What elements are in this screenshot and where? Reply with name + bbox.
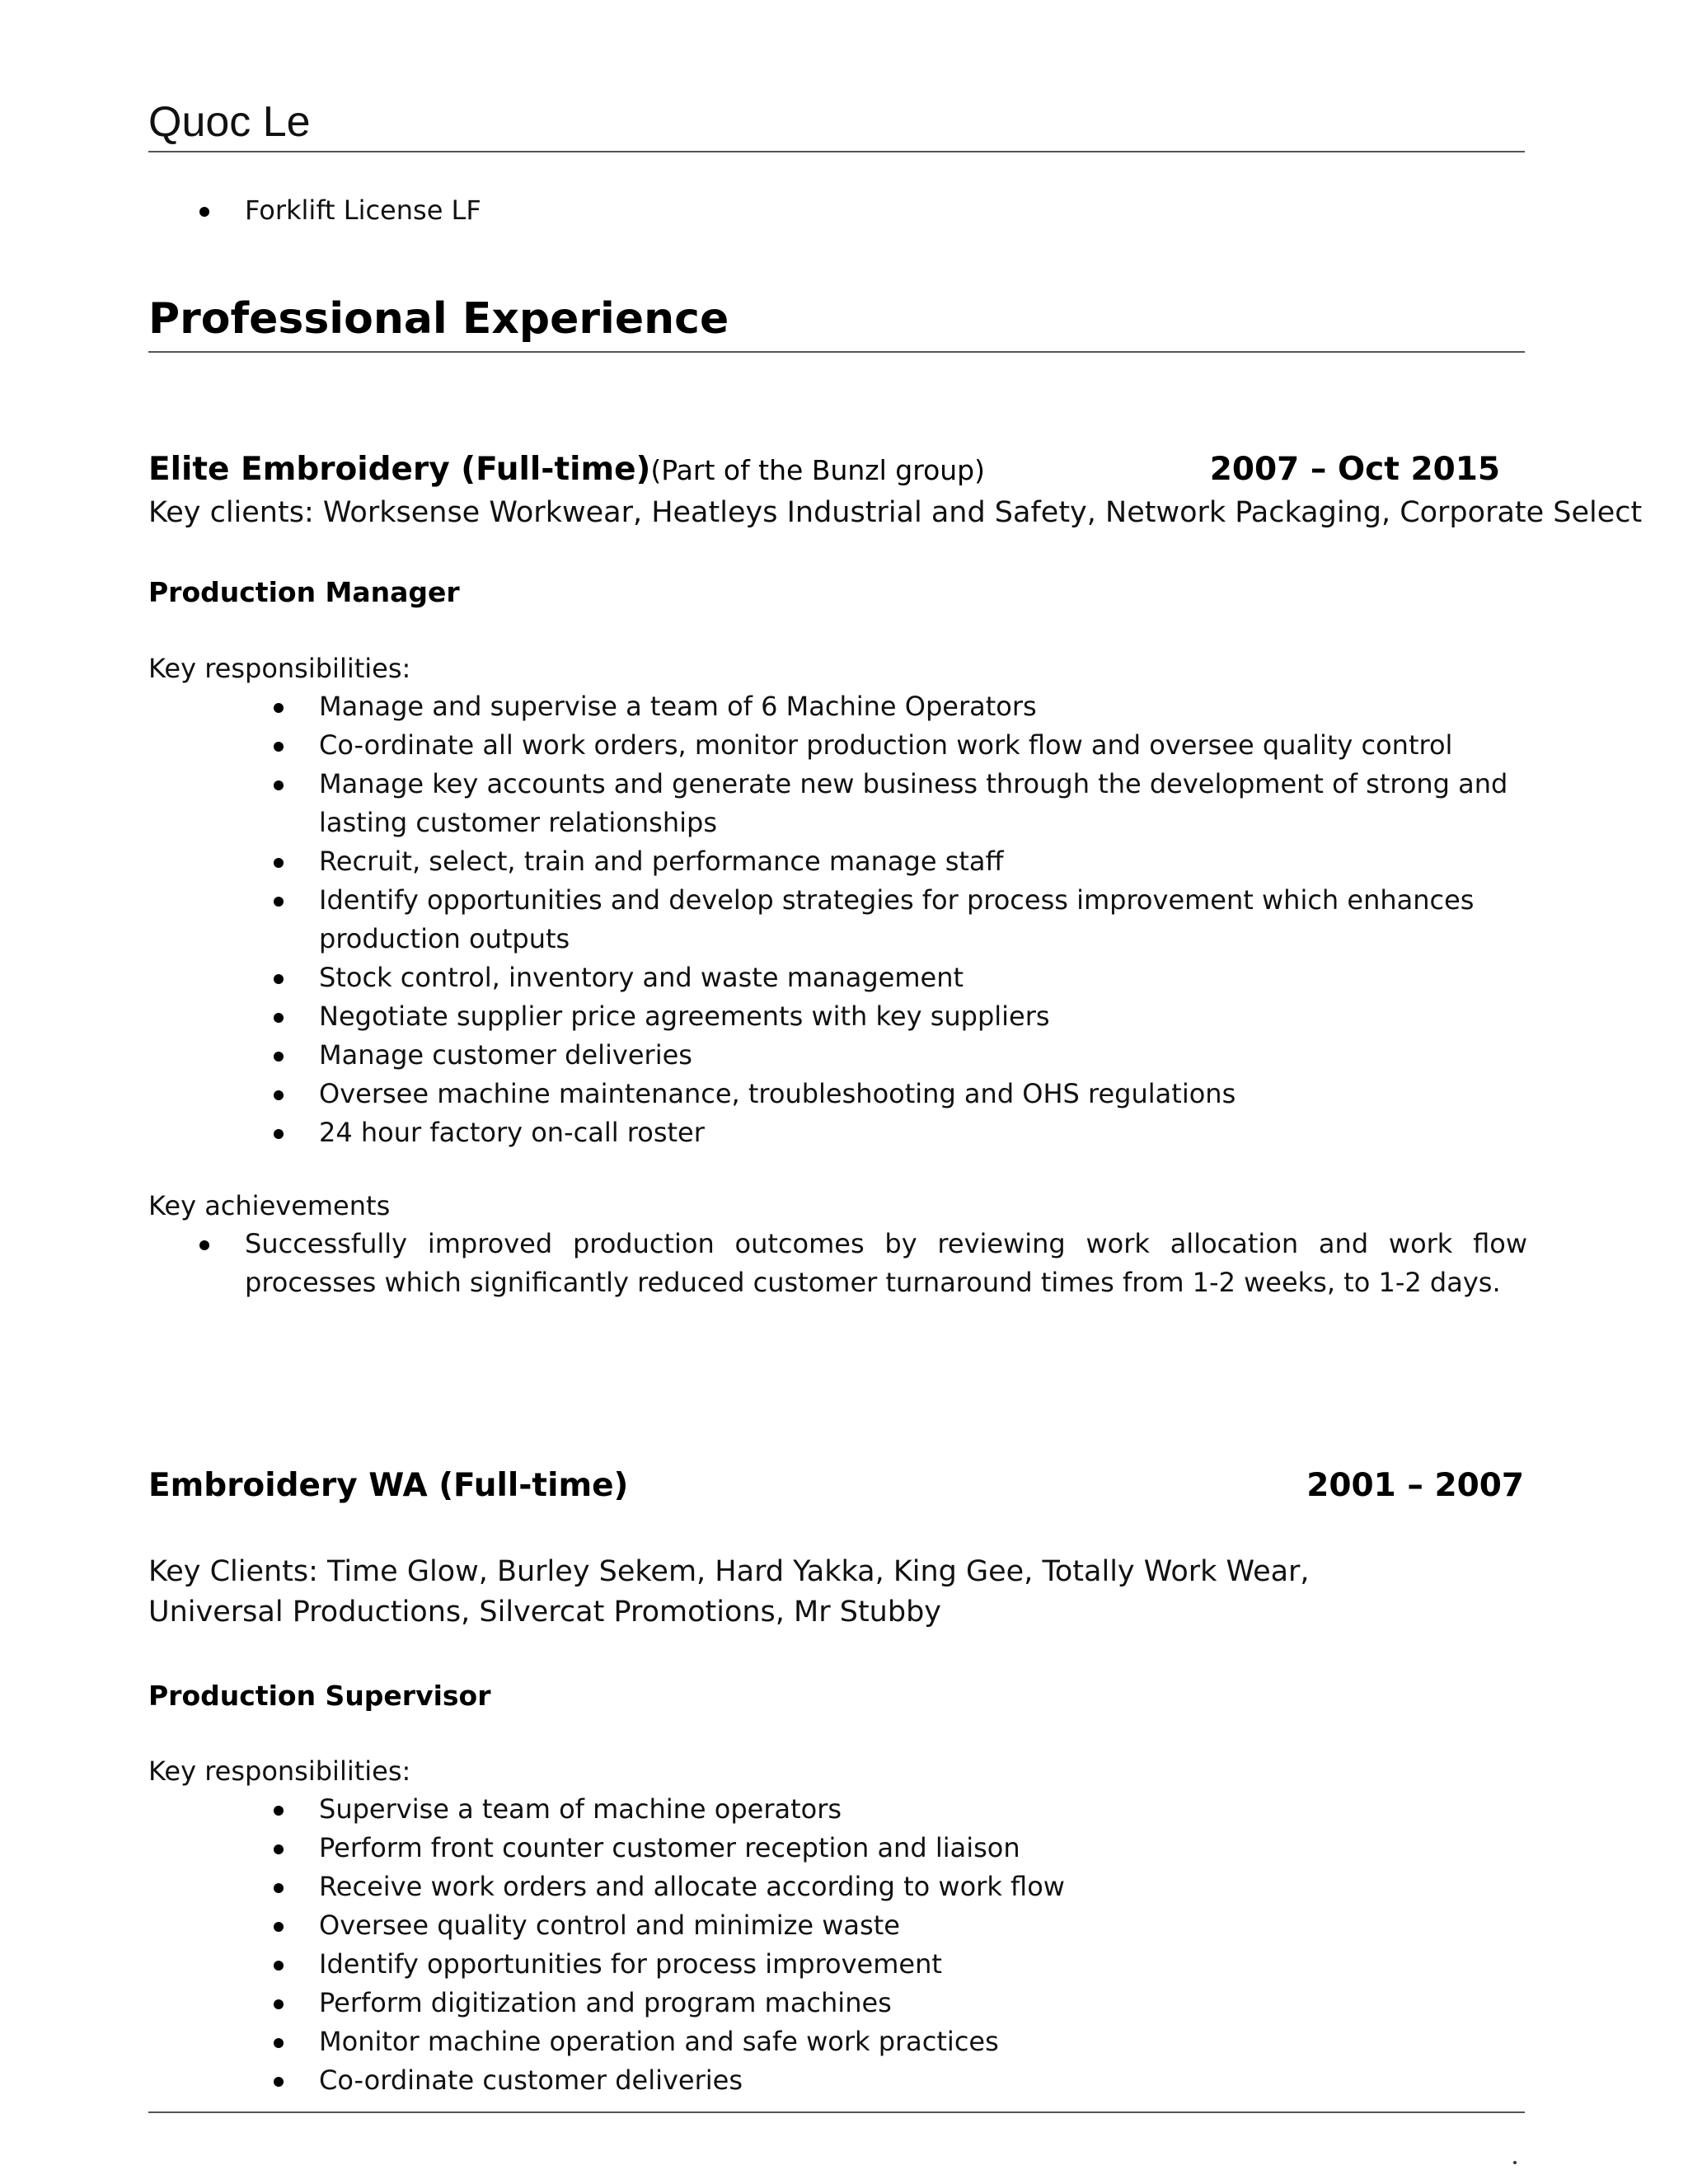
- bullet-icon: [274, 1013, 284, 1023]
- job-clients: Key Clients: Time Glow, Burley Sekem, Hard Yakka, King Gee, Totally Work Wear, Universal Productions, Silvercat Promotions, Mr Stubby: [148, 1555, 1310, 1629]
- bullet-icon: [274, 1883, 284, 1893]
- bullet-icon: [274, 1806, 284, 1816]
- list-item: Recruit, select, train and performance manage staff: [319, 842, 1539, 881]
- header-divider: [148, 151, 1525, 152]
- responsibilities-label: Key responsibilities:: [148, 653, 411, 684]
- license-list: [245, 191, 1399, 230]
- bullet-icon: [274, 1999, 284, 2009]
- list-item: Negotiate supplier price agreements with key suppliers: [319, 997, 1539, 1036]
- bullet-icon: [274, 2038, 284, 2048]
- job-role: Production Manager: [148, 576, 460, 608]
- list-item: Receive work orders and allocate according to work flow: [319, 1868, 1539, 1906]
- responsibilities-list: [319, 1790, 1539, 2100]
- page-mark: [1513, 2161, 1517, 2164]
- list-item: Co-ordinate customer deliveries: [319, 2061, 1539, 2100]
- achievements-list: [245, 1225, 1527, 1302]
- bullet-icon: [274, 780, 284, 790]
- bullet-icon: [274, 1129, 284, 1139]
- job-role: Production Supervisor: [148, 1680, 491, 1712]
- list-item: Stock control, inventory and waste management: [319, 958, 1539, 997]
- list-item: Monitor machine operation and safe work practices: [319, 2022, 1539, 2061]
- section-divider: [148, 351, 1525, 353]
- bullet-icon: [274, 897, 284, 907]
- job-company: [148, 449, 985, 491]
- bullet-icon: [274, 1961, 284, 1971]
- list-item: Manage key accounts and generate new business through the development of strong and lasting customer relationships: [319, 765, 1539, 842]
- list-item: Perform front counter customer reception and liaison: [319, 1829, 1539, 1868]
- footer-divider: [148, 2111, 1525, 2113]
- bullet-icon: [274, 974, 284, 984]
- list-item: Co-ordinate all work orders, monitor production work flow and oversee quality control: [319, 726, 1539, 765]
- job-dates: 2007 – Oct 2015: [1209, 451, 1500, 488]
- list-item: Supervise a team of machine operators: [319, 1790, 1539, 1829]
- bullet-icon: [274, 703, 284, 713]
- list-item: Oversee machine maintenance, troubleshooting and OHS regulations: [319, 1075, 1539, 1113]
- responsibilities-label: Key responsibilities:: [148, 1755, 411, 1787]
- bullet-icon: [274, 742, 284, 752]
- company-note: (Part of the Bunzl group): [650, 454, 985, 486]
- responsibilities-list: [319, 687, 1539, 1152]
- bullet-icon: [274, 1844, 284, 1854]
- bullet-icon: [274, 1922, 284, 1932]
- list-item: Manage customer deliveries: [319, 1036, 1539, 1075]
- bullet-icon: [199, 207, 209, 217]
- job-clients: Key clients: Worksense Workwear, Heatleys Industrial and Safety, Network Packaging, Corporate Select: [148, 496, 1643, 529]
- bullet-icon: [274, 1090, 284, 1100]
- job-company: Embroidery WA (Full-time): [148, 1467, 629, 1504]
- license-item: Forklift License LF: [245, 191, 1399, 230]
- bullet-icon: [199, 1240, 209, 1250]
- company-name: Elite Embroidery (Full-time): [148, 451, 651, 488]
- bullet-icon: [274, 858, 284, 868]
- list-item: Manage and supervise a team of 6 Machine Operators: [319, 687, 1539, 726]
- list-item: Identify opportunities for process improvement: [319, 1945, 1539, 1984]
- section-heading-experience: Professional Experience: [148, 294, 729, 344]
- list-item: Successfully improved production outcomes by reviewing work allocation and work flow processes which significantly reduced customer turnaround times from 1-2 weeks, to 1-2 days.: [245, 1225, 1527, 1302]
- list-item: Identify opportunities and develop strategies for process improvement which enhances production outputs: [319, 881, 1539, 958]
- list-item: Perform digitization and program machines: [319, 1984, 1539, 2022]
- bullet-icon: [274, 1052, 284, 1062]
- list-item: 24 hour factory on-call roster: [319, 1113, 1539, 1152]
- bullet-icon: [274, 2077, 284, 2087]
- candidate-name: Quoc Le: [148, 98, 311, 146]
- achievements-label: Key achievements: [148, 1190, 391, 1221]
- job-dates: 2001 – 2007: [1306, 1467, 1524, 1504]
- list-item: Oversee quality control and minimize waste: [319, 1906, 1539, 1945]
